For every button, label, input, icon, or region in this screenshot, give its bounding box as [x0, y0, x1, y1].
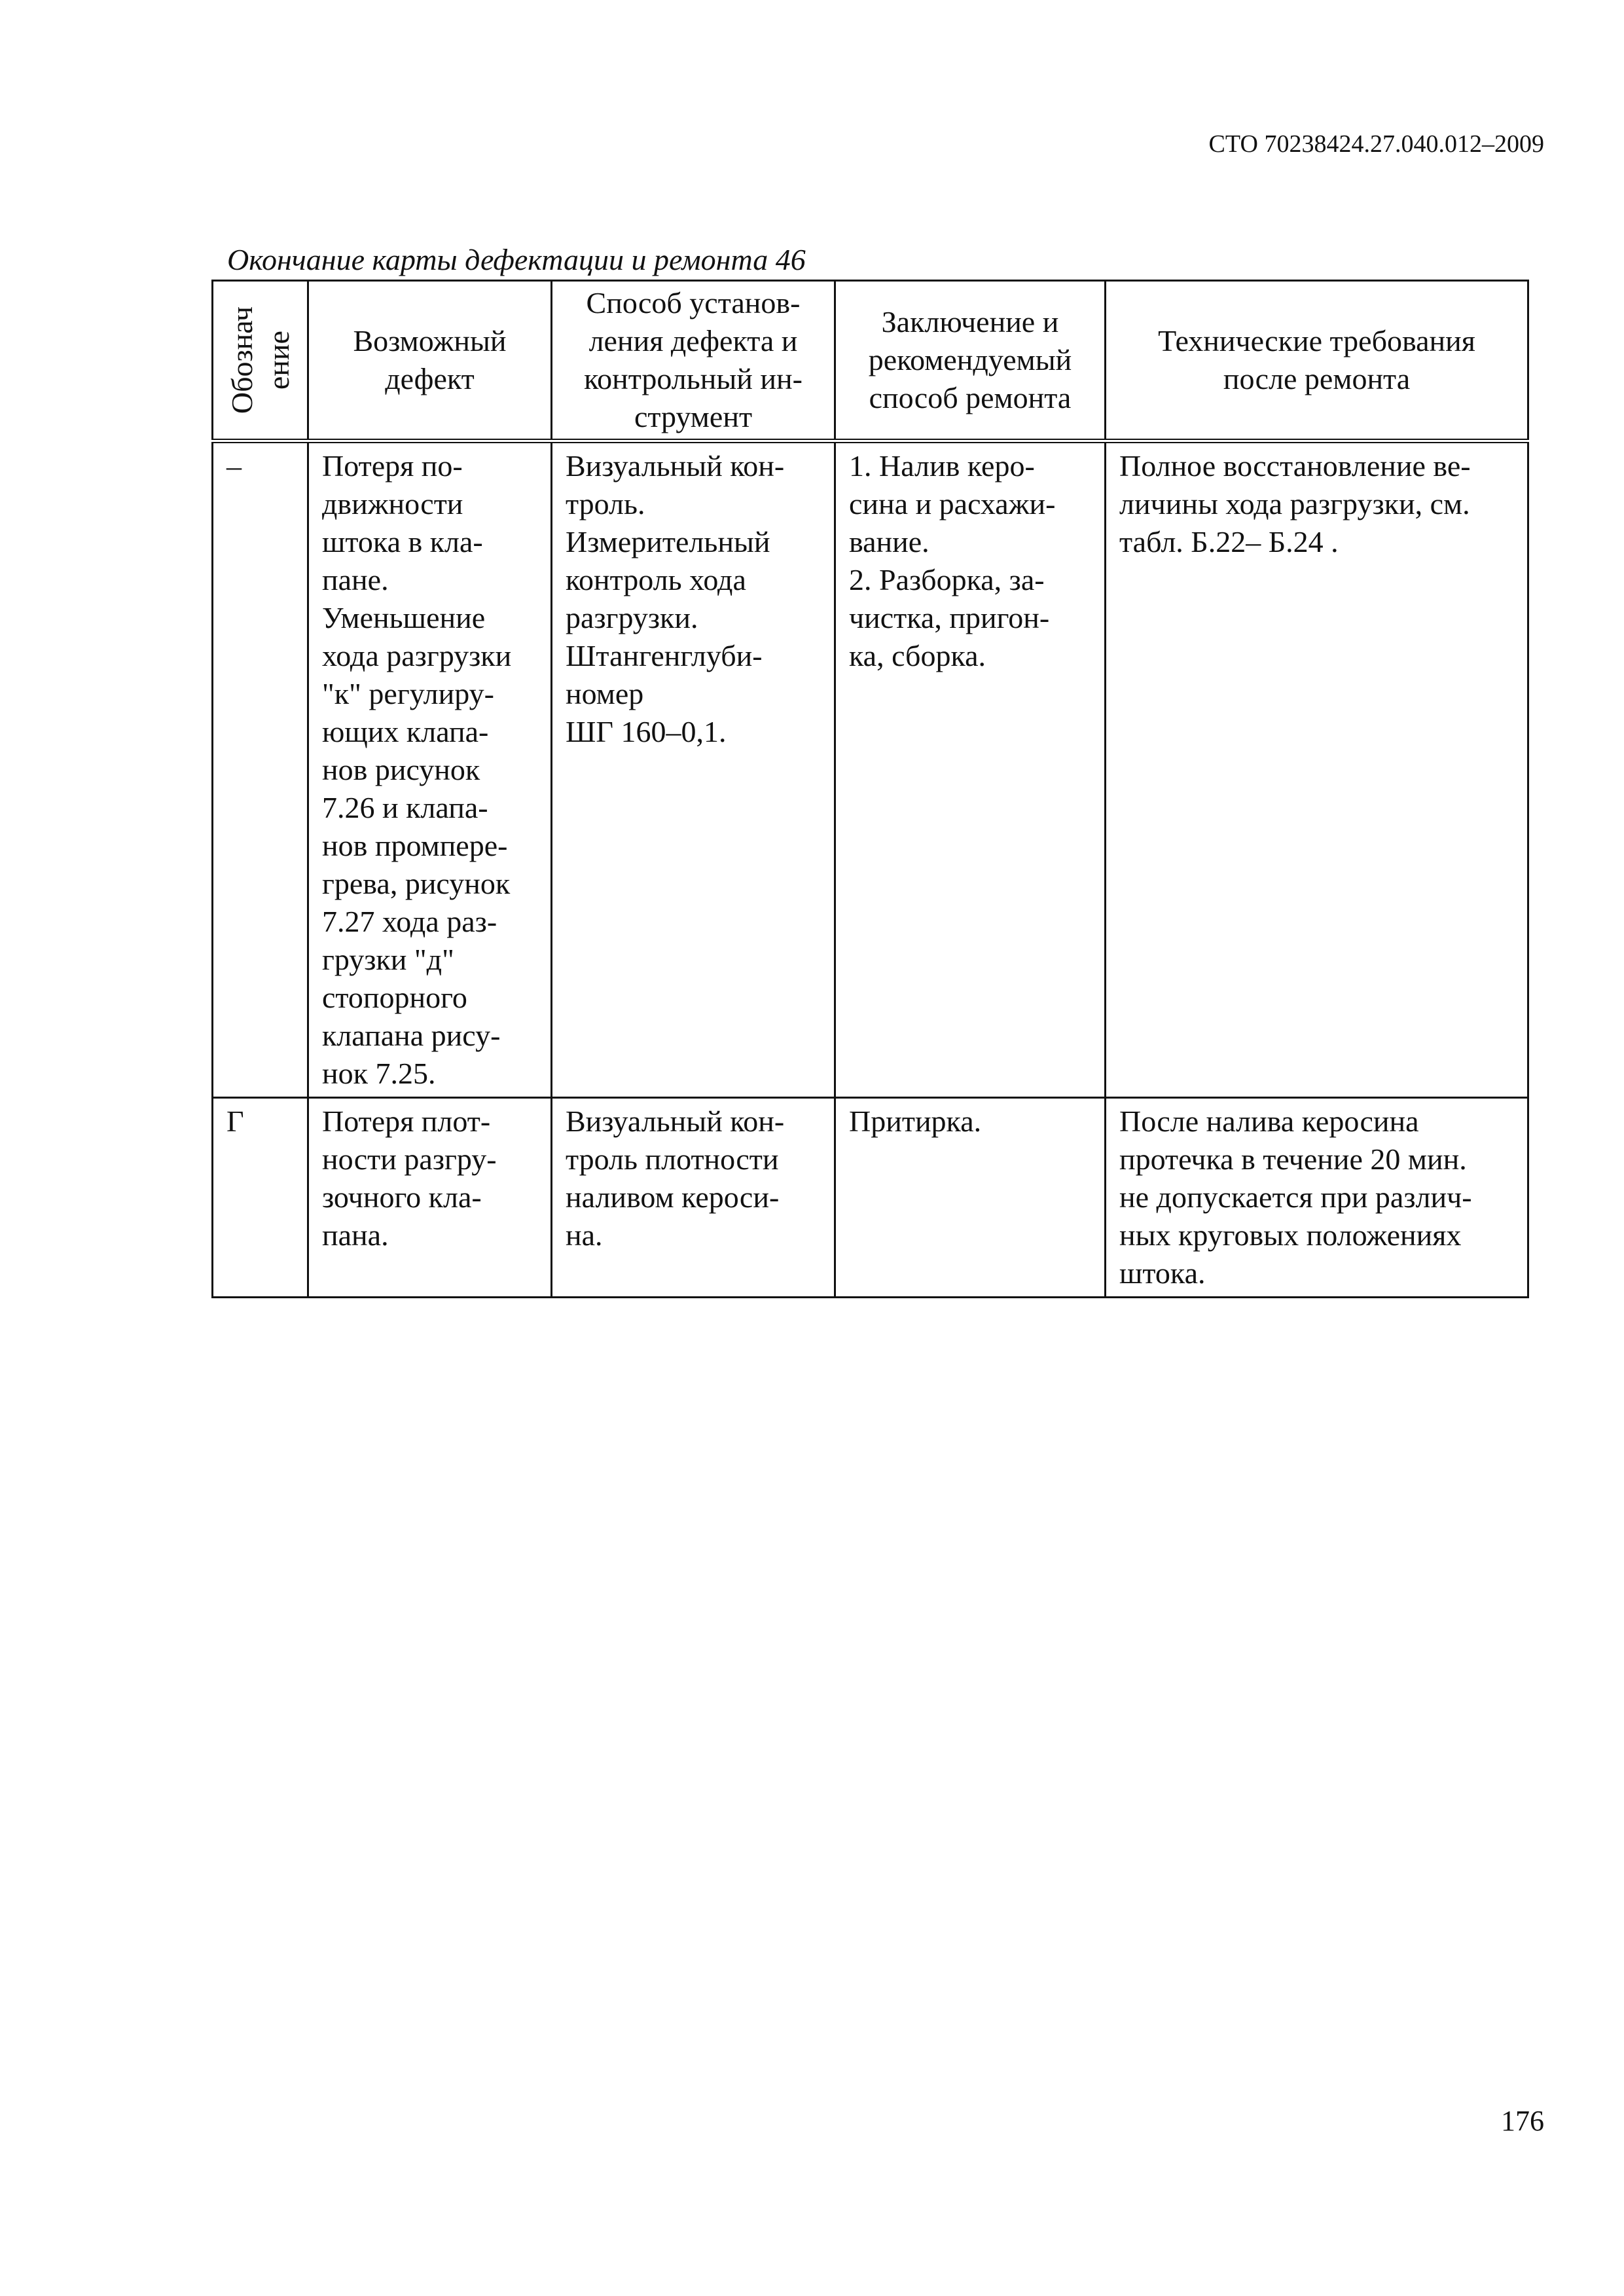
cell-method-text: Визуальный кон- троль плотности наливом кероси- на. — [566, 1104, 785, 1252]
cell-conclusion-text: 1. Налив керо- сина и расхажи- вание. 2. Разборка, за- чистка, пригон- ка, сборка. — [849, 449, 1056, 672]
column-header-method — [552, 281, 835, 441]
cell-conclusion — [835, 441, 1106, 1098]
column-header-designation-label: Обознач ение — [225, 306, 295, 414]
cell-defect — [308, 441, 552, 1098]
cell-method-text: Визуальный кон- троль. Измерительный контроль хода разгрузки. Штангенглуби- номер ШГ 160–0,1. — [566, 449, 785, 748]
column-header-method-label: Способ установ- ления дефекта и контрольный ин- струмент — [584, 286, 803, 433]
column-header-defect — [308, 281, 552, 441]
cell-designation-text: Г — [226, 1104, 244, 1138]
cell-requirements-text: После налива керосина протечка в течение 20 мин. не допускается при различ- ных круговых положениях штока. — [1119, 1104, 1472, 1290]
cell-defect-text: Потеря по- движности штока в кла- пане. Уменьшение хода разгрузки "к" регулиру- ющих клапа- нов рисунок 7.26 и клапа- нов промпере- грева, рисунок 7.27 хода раз- грузки "д" стопорного клапана рису- нок 7.25. — [322, 449, 512, 1090]
cell-defect-text: Потеря плот- ности разгру- зочного кла- пана. — [322, 1104, 497, 1252]
cell-designation — [213, 1098, 308, 1298]
table-caption: Окончание карты дефектации и ремонта 46 — [227, 243, 806, 276]
column-header-conclusion — [835, 281, 1106, 441]
cell-conclusion — [835, 1098, 1106, 1298]
cell-conclusion-text: Притирка. — [849, 1104, 982, 1138]
table-row — [213, 441, 1528, 1098]
cell-designation-text: – — [226, 449, 242, 483]
cell-method — [552, 1098, 835, 1298]
cell-requirements — [1106, 441, 1528, 1098]
table-row — [213, 1098, 1528, 1298]
table-header-row — [213, 281, 1528, 441]
cell-requirements-text: Полное восстановление ве- личины хода разгрузки, см. табл. Б.22– Б.24 . — [1119, 449, 1471, 558]
page-number: 176 — [1501, 2105, 1544, 2137]
column-header-requirements-label: Технические требования после ремонта — [1158, 324, 1475, 395]
document-code: СТО 70238424.27.040.012–2009 — [1208, 130, 1544, 158]
cell-defect — [308, 1098, 552, 1298]
defect-repair-table — [211, 280, 1529, 1298]
column-header-conclusion-label: Заключение и рекомендуемый способ ремонта — [868, 305, 1072, 414]
column-header-requirements — [1106, 281, 1528, 441]
column-header-designation — [213, 281, 308, 441]
column-header-defect-label: Возможный дефект — [353, 324, 507, 395]
cell-method — [552, 441, 835, 1098]
cell-designation — [213, 441, 308, 1098]
cell-requirements — [1106, 1098, 1528, 1298]
